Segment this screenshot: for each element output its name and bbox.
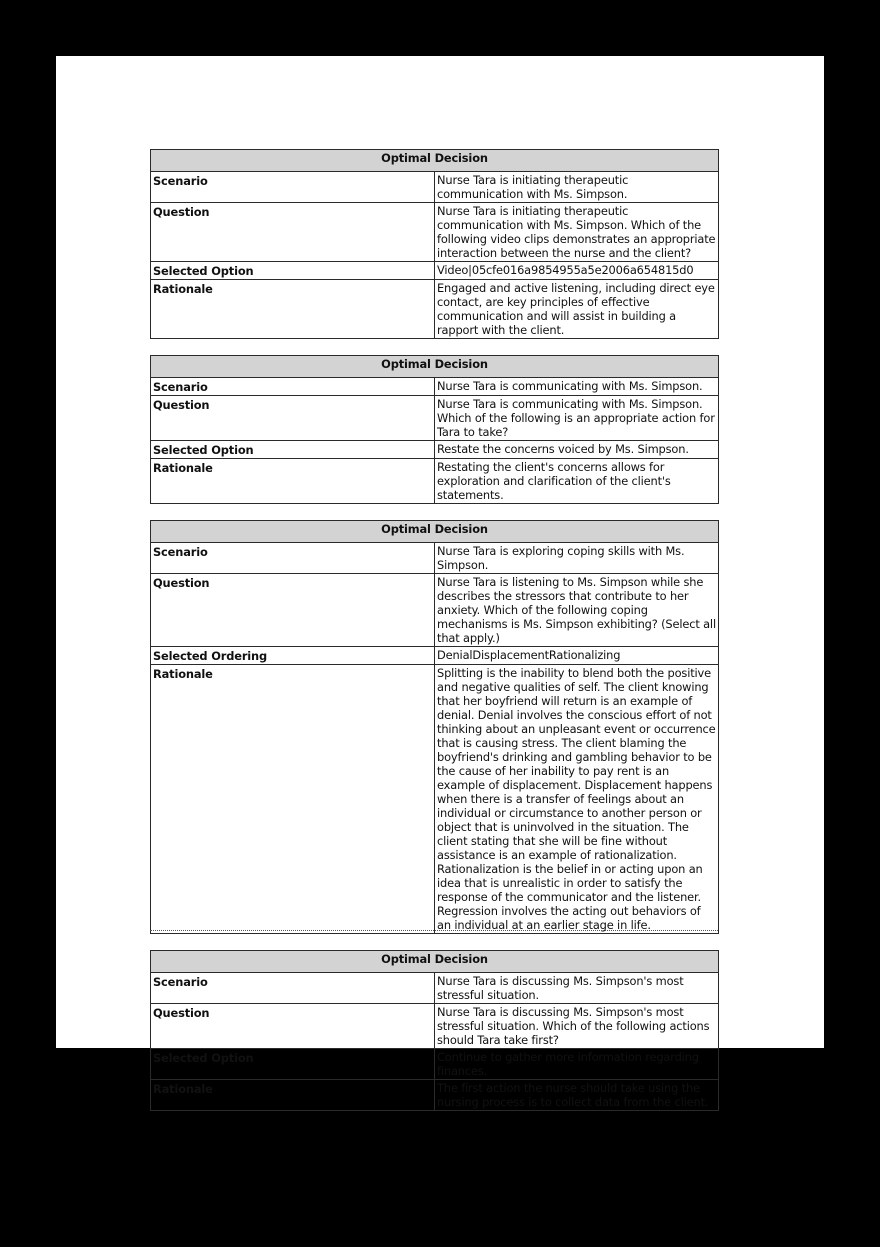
row-value: Nurse Tara is communicating with Ms. Simpson. Which of the following is an appropriate action for Tara to take? — [435, 396, 719, 441]
table-row-question — [151, 203, 719, 262]
row-value: Nurse Tara is discussing Ms. Simpson's most stressful situation. Which of the following actions should Tara take first? — [435, 1004, 719, 1049]
row-value: Nurse Tara is discussing Ms. Simpson's most stressful situation. — [435, 973, 719, 1004]
table-header: Optimal Decision — [151, 150, 719, 172]
row-value: Nurse Tara is initiating therapeutic communication with Ms. Simpson. — [435, 172, 719, 203]
table-row-question — [151, 396, 719, 441]
document-content — [150, 149, 719, 1127]
table-row-selected-option — [151, 1049, 719, 1080]
table-row-scenario — [151, 973, 719, 1004]
table-row-scenario — [151, 172, 719, 203]
row-label: Question — [151, 396, 435, 441]
table-row-rationale — [151, 280, 719, 339]
table-row-selected-option — [151, 441, 719, 459]
row-value: Nurse Tara is exploring coping skills with Ms. Simpson. — [435, 543, 719, 574]
row-label: Question — [151, 203, 435, 262]
row-value: The first action the nurse should take using the nursing process is to collect data from the client. — [435, 1080, 719, 1111]
row-label: Scenario — [151, 172, 435, 203]
row-value: Restate the concerns voiced by Ms. Simpson. — [435, 441, 719, 459]
row-label: Selected Ordering — [151, 647, 435, 665]
table-row-question — [151, 574, 719, 647]
table-row-scenario — [151, 543, 719, 574]
row-label: Rationale — [151, 665, 435, 934]
optimal-decision-table-2 — [150, 355, 719, 504]
row-value: DenialDisplacementRationalizing — [435, 647, 719, 665]
row-label: Scenario — [151, 973, 435, 1004]
table-header: Optimal Decision — [151, 521, 719, 543]
table-row-selected-option — [151, 262, 719, 280]
table-header: Optimal Decision — [151, 356, 719, 378]
table-row-selected-ordering — [151, 647, 719, 665]
optimal-decision-table-4 — [150, 950, 719, 1111]
table-row-rationale — [151, 459, 719, 504]
optimal-decision-table-1 — [150, 149, 719, 339]
row-value: Engaged and active listening, including direct eye contact, are key principles of effective communication and will assist in building a rapport with the client. — [435, 280, 719, 339]
row-label: Question — [151, 1004, 435, 1049]
table-row-rationale — [151, 1080, 719, 1111]
row-label: Rationale — [151, 1080, 435, 1111]
row-value: Continue to gather more information regarding finances. — [435, 1049, 719, 1080]
table-row-scenario — [151, 378, 719, 396]
row-value: Nurse Tara is initiating therapeutic communication with Ms. Simpson. Which of the following video clips demonstrates an appropriate interaction between the nurse and the client? — [435, 203, 719, 262]
row-value: Splitting is the inability to blend both the positive and negative qualities of self. The client knowing that her boyfriend will return is an example of denial. Denial involves the conscious effort of not thinking about an unpleasant event or occurrence that is causing stress. The client blaming the boyfriend's drinking and gambling behavior to be the cause of her inability to pay rent is an example of displacement. Displacement happens when there is a transfer of feelings about an individual or circumstance to another person or object that is uninvolved in the situation. The client stating that she will be fine without assistance is an example of rationalization. Rationalization is the belief in or acting upon an idea that is unrealistic in order to satisfy the response of the communicator and the listener. Regression involves the acting out behaviors of an individual at an earlier stage in life. — [435, 665, 719, 934]
row-label: Question — [151, 574, 435, 647]
document-page — [56, 56, 824, 1109]
table-row-rationale — [151, 665, 719, 934]
row-label: Selected Option — [151, 1049, 435, 1080]
row-label: Selected Option — [151, 441, 435, 459]
row-label: Rationale — [151, 459, 435, 504]
row-label: Scenario — [151, 543, 435, 574]
row-value: Nurse Tara is communicating with Ms. Simpson. — [435, 378, 719, 396]
dotted-separator — [150, 930, 718, 931]
row-label: Scenario — [151, 378, 435, 396]
row-value: Restating the client's concerns allows for exploration and clarification of the client's statements. — [435, 459, 719, 504]
optimal-decision-table-3 — [150, 520, 719, 934]
row-value: Video|05cfe016a9854955a5e2006a654815d0 — [435, 262, 719, 280]
row-label: Rationale — [151, 280, 435, 339]
row-label: Selected Option — [151, 262, 435, 280]
table-header: Optimal Decision — [151, 951, 719, 973]
row-value: Nurse Tara is listening to Ms. Simpson while she describes the stressors that contribute to her anxiety. Which of the following coping mechanisms is Ms. Simpson exhibiting? (Select all that apply.) — [435, 574, 719, 647]
table-row-question — [151, 1004, 719, 1049]
